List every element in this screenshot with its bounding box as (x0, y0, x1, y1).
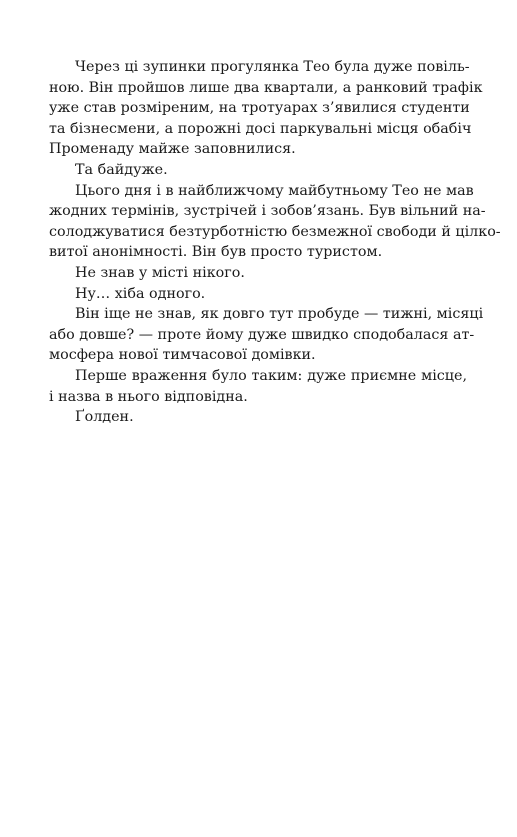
paragraph (49, 160, 467, 181)
paragraph (49, 263, 467, 284)
text-line: Через ці зупинки прогулянка Тео була дуже повіль- (75, 59, 470, 75)
text-line: Променаду майже заповнилися. (49, 141, 296, 158)
text-line: або довше? — проте йому дуже швидко сподобалася ат- (49, 326, 475, 343)
paragraph (49, 366, 467, 407)
text-line: ною. Він пройшов лише два квартали, а ранковий трафік (49, 79, 483, 96)
text-line: Не знав у місті нікого. (75, 264, 245, 281)
text-line: жодних термінів, зустрічей і зобов’язань. Був вільний на- (49, 203, 486, 220)
text-line: та бізнесмени, а порожні досі паркувальні місця обабіч (49, 120, 472, 137)
text-line: і назва в нього відповідна. (49, 388, 248, 405)
text-line: Цього дня і в найближчому майбутньому Тео не мав (75, 182, 474, 199)
text-line: Ґолден. (75, 409, 134, 426)
text-line: солоджуватися безтурботністю безмежної свободи й цілко- (49, 223, 501, 240)
text-line: мосфера нової тимчасової домівки. (49, 347, 316, 364)
body-text (49, 57, 501, 428)
text-line: Перше враження було таким: дуже приємне місце, (75, 367, 467, 384)
paragraph (49, 304, 484, 366)
text-line: Та байдуже. (75, 161, 168, 178)
text-line: уже став розміреним, на тротуарах з’явилися студенти (49, 100, 470, 117)
paragraph (49, 407, 467, 428)
text-line: витої анонімності. Він був просто туристом. (49, 244, 383, 261)
text-line: Він іще не знав, як довго тут пробуде — тижні, місяці (75, 306, 484, 323)
paragraph (49, 284, 467, 305)
paragraph (49, 181, 501, 263)
paragraph (49, 57, 483, 160)
text-line: Ну… хіба одного. (75, 285, 206, 302)
